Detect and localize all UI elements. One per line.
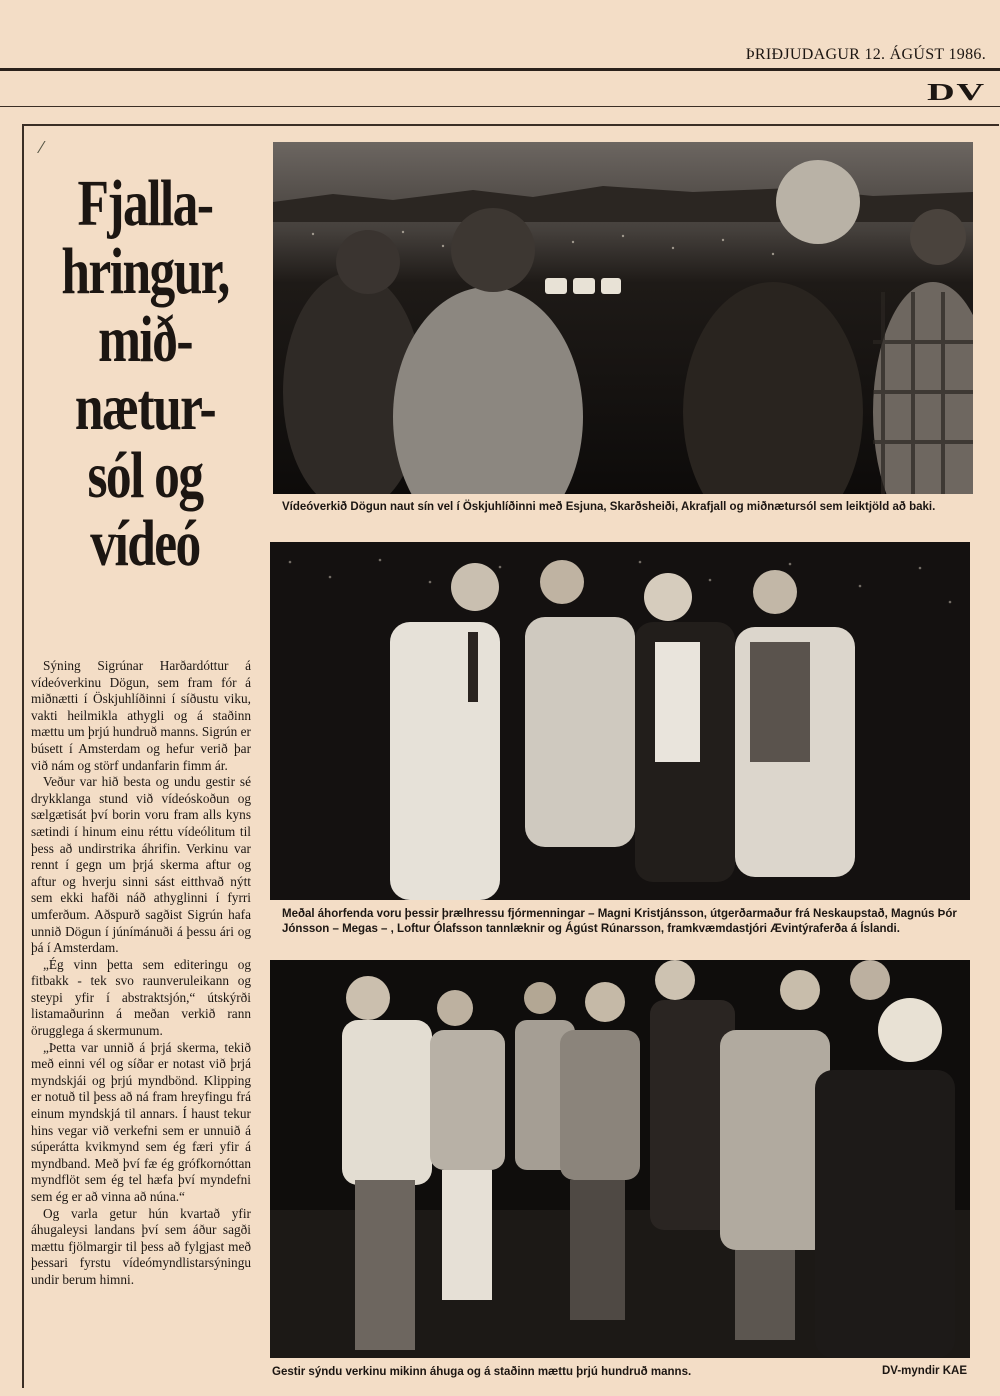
- date-line: ÞRIÐJUDAGUR 12. ÁGÚST 1986.: [745, 46, 986, 63]
- photo-credit: DV-myndir KAE: [882, 1365, 967, 1377]
- headline-line: sól og: [87, 438, 203, 512]
- headline-line: hringur,: [61, 234, 229, 308]
- headline-line: Fjalla-: [77, 167, 213, 240]
- paragraph: Veður var hið besta og undu gestir sé drykklanga stund við vídeóskoðun og sælgætisát því borin voru fram alls kyns sætindi í hinum einu réttu vídeólitum til þess að undirstrika áhrifin. Verkinu var rennt í gegn um þrjá skerma aftur og aftur og hverju sinni sást eitthvað nýtt sem ekki hafði náð athyglinni í fyrri umferðum. Aðspurð sagðist Sigrún hafa unnið Dögun í júnímánuði á þessu ári og þá í Amsterdam.: [31, 774, 251, 956]
- paragraph: Sýning Sigrúnar Harðardóttur á vídeóverkinu Dögun, sem fram fór á miðnætti í Öskjuhlíðinni í síðustu viku, vakti heilmikla athygli og á staðinn mættu um þrjú hundruð manns. Sigrún er búsett í Amsterdam og hefur verið þar við nám og störf undanfarin fimm ár.: [31, 658, 251, 773]
- paragraph: „Ég vinn þetta sem editeringu og fitbakk - tek svo raunveruleikann og steypi yfir í abstraktsjón,“ útskýrði listamaðurinn á meðan verkið rann örugglega á skermunum.: [31, 956, 251, 1039]
- caption-photo-3: Gestir sýndu verkinu mikinn áhuga og á staðinn mættu þrjú hundruð manns.: [272, 1366, 692, 1378]
- top-rule: [0, 68, 1000, 71]
- photo-night-view: [273, 142, 973, 494]
- paragraph: Og varla getur hún kvartað yfir áhugaleysi landans því sem áður sagði mættu fjölmargir til þess að fylgjast með þessari fyrstu vídeómyndlistarsýningu undir berum himni.: [31, 1205, 251, 1287]
- headline-line: vídeó: [90, 506, 200, 580]
- article-body: [31, 658, 251, 1289]
- photo-crowd: [270, 960, 970, 1358]
- dv-logo: DV: [927, 80, 986, 106]
- caption-photo-2: Meðal áhorfenda voru þessir þrælhressu fjórmenningar – Magni Kristjánsson, útgerðarmaður frá Neskaupstað, Magnús Þór Jónsson – Megas – , Loftur Ólafsson tannlæknir og Ágúst Rúnarsson, framkvæmdastjóri Ævintýraferða á Íslandi.: [282, 908, 957, 935]
- stray-mark: ⁄: [40, 138, 43, 157]
- paragraph: „Þetta var unnið á þrjá skerma, tekið með einni vél og síðar er notast við þrjá myndskjái og þrjú myndbönd. Klipping er notuð til þess að ná fram hreyfingu frá einum myndskjá til annars. Í haust tekur hins vegar við verkefni sem er unnuið á súperátta kvikmynd sem ég færi yfir á myndband. Með því fæ ég grófkornóttan myndflöt sem ég tel hæfa því myndefni sem ég er að vinna að núna.“: [31, 1039, 251, 1204]
- caption-photo-1: Vídeóverkið Dögun naut sín vel í Öskjuhlíðinni með Esjuna, Skarðsheiði, Akrafjall og miðnætursól sem leiktjöld að baki.: [282, 501, 936, 513]
- masthead-rule: [0, 106, 1000, 107]
- photo-four-men: [270, 542, 970, 900]
- headline-line: mið-: [98, 302, 192, 376]
- headline: [55, 167, 234, 580]
- headline-line: nætur-: [74, 370, 216, 444]
